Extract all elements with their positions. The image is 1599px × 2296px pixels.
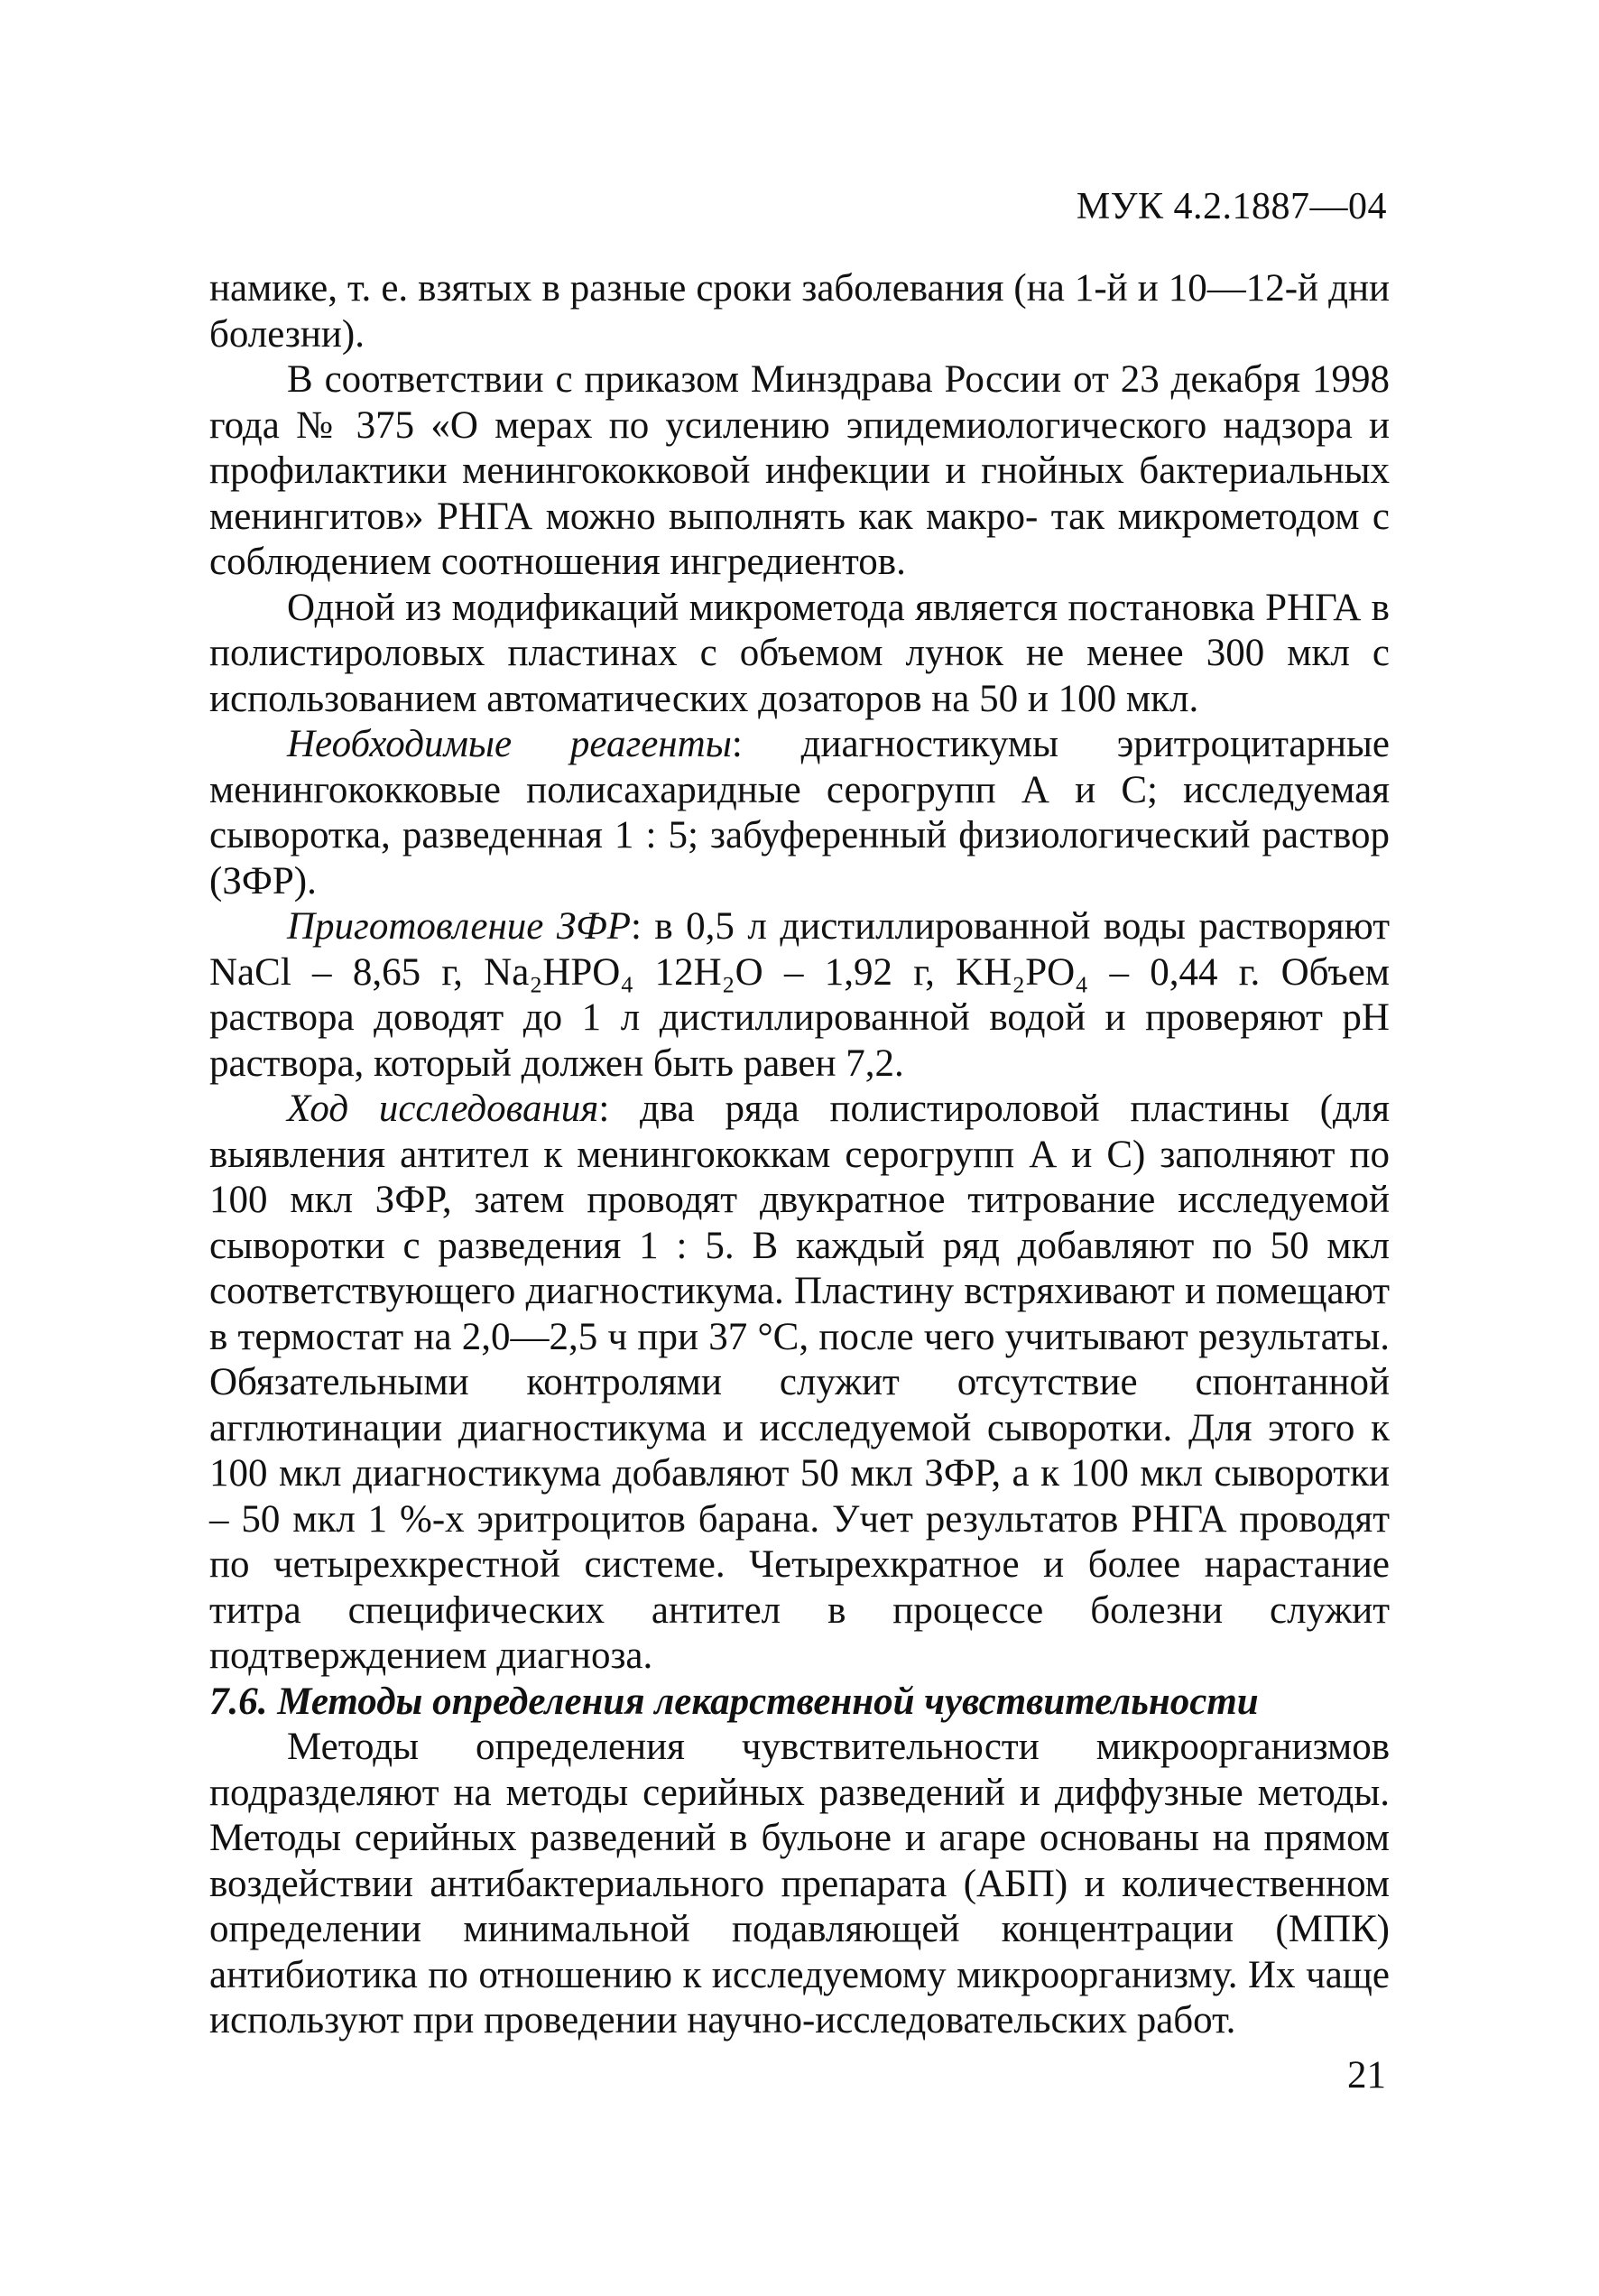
paragraph-procedure (209, 1087, 1390, 1680)
buffer-preparation-text: : в 0,5 л дистиллированной воды растворяют NaCl – 8,65 г, Na₂HPO₄ 12H₂O – 1,92 г, KH₂PO₄ – 0,44 г. Объем раствора доводят до 1 л дистиллированной водой и проверяют pH раствора, который должен быть равен 7,2. (209, 905, 1390, 1085)
buffer-preparation-lead-in: Приготовление ЗФР (287, 905, 631, 948)
paragraph-reagents (209, 722, 1390, 904)
reagents-lead-in: Необходимые реагенты (287, 723, 732, 765)
paragraph-buffer-preparation (209, 904, 1390, 1087)
page-body (209, 266, 1390, 2044)
section-heading: 7.6. Методы определения лекарственной чувствительности (209, 1680, 1259, 1723)
procedure-lead-in: Ход исследования (287, 1088, 599, 1130)
paragraph-susceptibility-methods: Методы определения чувствительности микроорганизмов подразделяют на методы серийных разведений и диффузные методы. Методы серийных разведений в бульоне и агаре основаны на прямом воздействии антибактериального препарата (АБП) и количественном определении минимальной подавляющей концентрации (МПК) антибиотика по отношению к исследуемому микроорганизму. Их чаще используют при проведении научно-исследовательских работ. (209, 1726, 1390, 2041)
paragraph-ministry-order: В соответствии с приказом Минздрава России от 23 декабря 1998 года № 375 «О мерах по усилению эпидемиологического надзора и профилактики менингококковой инфекции и гнойных бактериальных менингитов» РНГА можно выполнять как макро- так микрометодом с соблюдением соотношения ингредиентов. (209, 358, 1390, 583)
paragraph-micromethod: Одной из модификаций микрометода является постановка РНГА в полистироловых пластинах с объемом лунок не менее 300 мкл с использованием автоматических дозаторов на 50 и 100 мкл. (209, 586, 1390, 720)
paragraph-continuation: намике, т. е. взятых в разные сроки заболевания (на 1-й и 10—12-й дни болезни). (209, 267, 1390, 356)
page-number: 21 (1347, 2054, 1386, 2097)
procedure-text: : два ряда полистироловой пластины (для выявления антител к менингококкам серогрупп А и С) заполняют по 100 мкл ЗФР, затем проводят двукратное титрование исследуемой сыворотки с разведения 1 : 5. В каждый ряд добавляют по 50 мкл соответствующего диагностикума. Пластину встряхивают и помещают в термостат на 2,0—2,5 ч при 37 °С, после чего учитывают результаты. Обязательными контролями служит отсутствие спонтанной агглютинации диагностикума и исследуемой сыворотки. Для этого к 100 мкл диагностикума добавляют 50 мкл ЗФР, а к 100 мкл сыворотки – 50 мкл 1 %-х эритроцитов барана. Учет результатов РНГА проводят по четырехкрестной системе. Четырехкратное и более нарастание титра специфических антител в процессе болезни служит подтверждением диагноза. (209, 1088, 1390, 1677)
document-code-header: МУК 4.2.1887—04 (1076, 186, 1387, 227)
reagents-text: : диагностикумы эритроцитарные менингококковые полисахаридные серогрупп А и С; исследуемая сыворотка, разведенная 1 : 5; забуференный физиологический раствор (ЗФР). (209, 723, 1390, 903)
